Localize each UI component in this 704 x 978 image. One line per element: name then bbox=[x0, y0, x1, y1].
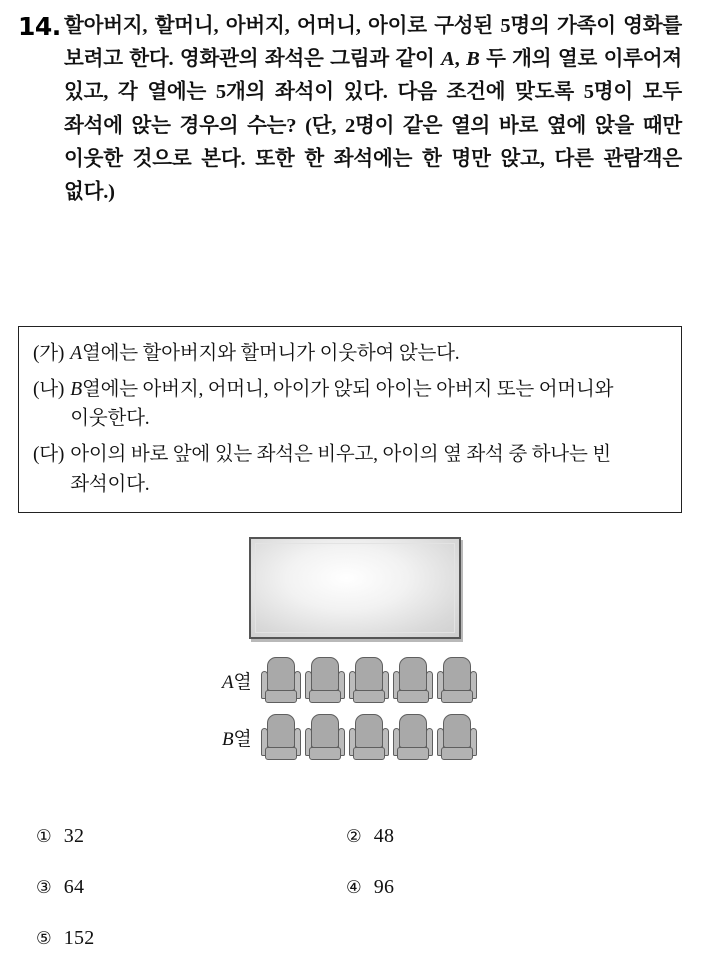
seat-back-icon bbox=[311, 714, 339, 748]
condition-row-ga bbox=[33, 339, 667, 369]
seat-b2 bbox=[305, 714, 345, 760]
condition-tag-da: (다) bbox=[33, 443, 65, 465]
seat-back-icon bbox=[399, 657, 427, 691]
condition-row-na bbox=[33, 375, 667, 434]
row-b-letter: B bbox=[222, 729, 234, 751]
seat-a2 bbox=[305, 657, 345, 703]
choice-3-marker: ③ bbox=[36, 878, 52, 898]
seat-back-icon bbox=[267, 657, 295, 691]
seat-a5 bbox=[437, 657, 477, 703]
choice-2-value: 48 bbox=[373, 825, 395, 847]
condition-text-ga bbox=[70, 339, 667, 369]
seat-back-icon bbox=[443, 657, 471, 691]
seat-back-icon bbox=[399, 714, 427, 748]
choice-4-value: 96 bbox=[373, 876, 395, 898]
seat-a4 bbox=[393, 657, 433, 703]
answer-choices bbox=[36, 825, 656, 978]
seat-back-icon bbox=[355, 714, 383, 748]
seat-base-icon bbox=[397, 690, 429, 703]
seat-base-icon bbox=[397, 747, 429, 760]
choice-5-marker: ⑤ bbox=[36, 929, 52, 949]
choice-spacer bbox=[346, 927, 656, 950]
choice-1-marker: ① bbox=[36, 827, 52, 847]
choice-3-value: 64 bbox=[63, 876, 85, 898]
row-label-a bbox=[222, 667, 252, 694]
seat-b5 bbox=[437, 714, 477, 760]
choice-4-marker: ④ bbox=[346, 878, 362, 898]
row-a-letter: A bbox=[222, 672, 234, 694]
choice-1[interactable] bbox=[36, 825, 346, 848]
seat-b3 bbox=[349, 714, 389, 760]
seat-b4 bbox=[393, 714, 433, 760]
condition-na-rest: 열에는 아버지, 어머니, 아이가 앉되 아이는 아버지 또는 어머니와 이웃한다. bbox=[70, 378, 614, 430]
question-stem-text bbox=[64, 10, 682, 209]
condition-row-da bbox=[33, 440, 667, 499]
choice-3[interactable] bbox=[36, 876, 346, 899]
choice-4[interactable] bbox=[346, 876, 656, 899]
seat-back-icon bbox=[443, 714, 471, 748]
row-a-suffix: 열 bbox=[233, 672, 252, 694]
stem-part-4-italic: B bbox=[466, 48, 480, 71]
condition-ga-row-letter: A bbox=[70, 343, 82, 364]
question-number: 14. bbox=[18, 12, 61, 41]
seat-base-icon bbox=[441, 747, 473, 760]
seat-base-icon bbox=[441, 690, 473, 703]
stem-part-2-italic: A bbox=[441, 48, 455, 71]
condition-na-row-letter: B bbox=[70, 378, 82, 400]
choice-1-value: 32 bbox=[63, 825, 85, 847]
seat-row-a bbox=[261, 657, 477, 703]
choice-5[interactable] bbox=[36, 927, 346, 950]
choice-2[interactable] bbox=[346, 825, 656, 848]
choice-line-2 bbox=[36, 876, 656, 899]
conditions-box bbox=[18, 326, 682, 513]
condition-tag-ga: (가) bbox=[33, 343, 65, 364]
seat-base-icon bbox=[265, 690, 297, 703]
stem-part-1: 할아버지, 할머니, 아버지, 어머니, 아이로 구성된 5명의 가족이 영화를 보려고 한다. 영화관의 좌석은 그림과 같이 bbox=[64, 15, 682, 71]
condition-text-da: 아이의 바로 앞에 있는 좌석은 비우고, 아이의 옆 좌석 중 하나는 빈 좌석이다. bbox=[70, 443, 611, 495]
stem-part-3: , bbox=[454, 48, 467, 71]
seat-base-icon bbox=[353, 747, 385, 760]
row-b-suffix: 열 bbox=[233, 729, 252, 751]
stem-part-5: 두 개의 열로 이루어져 있고, 각 열에는 5개의 좌석이 있다. 다음 조건에 맞도록 5명이 모두 좌석에 앉는 경우의 수는? (단, 2명이 같은 열의 바로 옆에 앉을 때만 이웃한 것으로 본다. 또한 한 좌석에는 한 명만 앉고, 다른 관람객은 없다.) bbox=[64, 48, 682, 204]
seat-a3 bbox=[349, 657, 389, 703]
seat-b1 bbox=[261, 714, 301, 760]
question-stem bbox=[18, 10, 682, 310]
seat-a1 bbox=[261, 657, 301, 703]
seat-back-icon bbox=[355, 657, 383, 691]
seat-back-icon bbox=[311, 657, 339, 691]
choice-2-marker: ② bbox=[346, 827, 362, 847]
row-label-b bbox=[222, 724, 252, 751]
seat-base-icon bbox=[353, 690, 385, 703]
seat-base-icon bbox=[265, 747, 297, 760]
choice-5-value: 152 bbox=[63, 927, 95, 949]
movie-screen bbox=[249, 537, 461, 639]
condition-text-na bbox=[70, 375, 667, 434]
seat-base-icon bbox=[309, 690, 341, 703]
choice-line-1 bbox=[36, 825, 656, 848]
seat-back-icon bbox=[267, 714, 295, 748]
choice-line-3 bbox=[36, 927, 656, 950]
condition-ga-rest: 열에는 할아버지와 할머니가 이웃하여 앉는다. bbox=[81, 343, 460, 364]
condition-tag-na: (나) bbox=[33, 378, 65, 400]
seat-row-b bbox=[261, 714, 477, 760]
theater-figure bbox=[18, 531, 682, 799]
seat-base-icon bbox=[309, 747, 341, 760]
